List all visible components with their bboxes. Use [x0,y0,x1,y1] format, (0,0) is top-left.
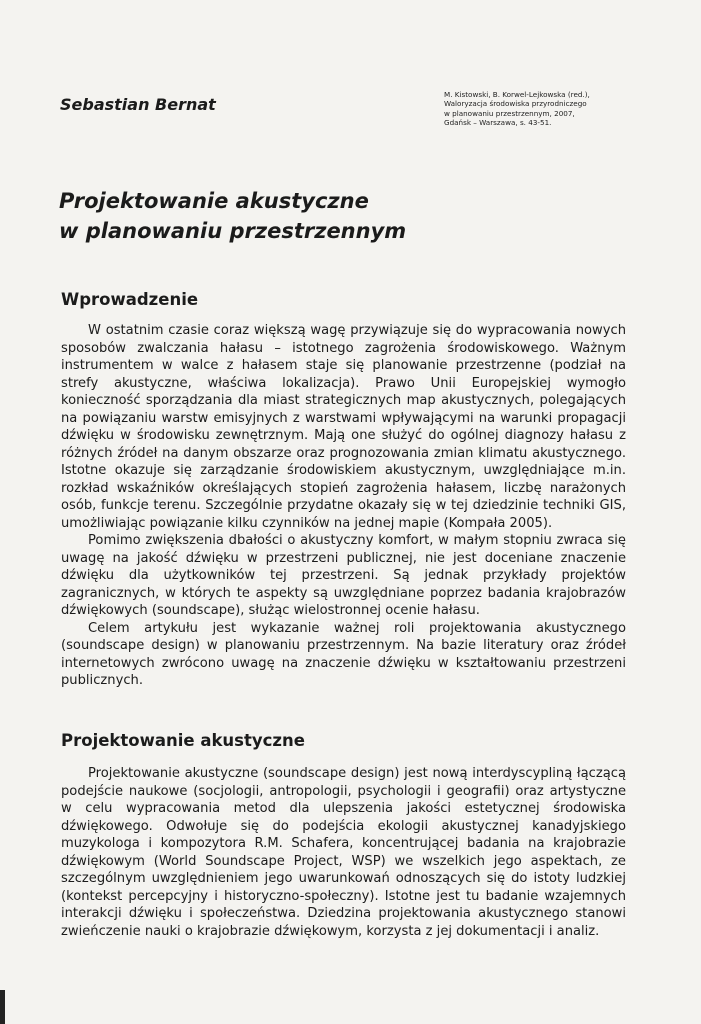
citation-line: M. Kistowski, B. Korwel-Lejkowska (red.), [444,90,590,99]
author-name: Sebastian Bernat [60,95,216,114]
section-body-introduction [61,322,626,690]
article-title [59,186,406,246]
citation-line: w planowaniu przestrzennym, 2007, [444,108,575,118]
section-body-acoustic-design [61,765,626,940]
scan-edge-mark [0,990,5,1024]
body-paragraph: Projektowanie akustyczne (soundscape design) jest nową interdyscypliną łączącą podejście naukowe (socjologii, antropologii, psychologii i geografii) oraz artystyczne w celu wypracowania metod dla ulepszenia jakości estetycznej środowiska dźwiękowego. Odwołuje się do podejścia ekologii akustycznej kanadyjskiego muzykologa i kompozytora R.M. Schafera, koncentrującej badania na krajobrazie dźwiękowym (World Soundscape Project, WSP) we wszelkich jego aspektach, ze szczególnym uwzględnieniem jego uwarunkowań odnoszących się do istoty ludzkiej (kontekst percepcyjny i historyczno-społeczny). Istotne jest tu badanie wzajemnych interakcji dźwięku i społeczeństwa. Dziedzina projektowania akustycznego stanowi zwieńczenie nauki o krajobrazie dźwiękowym, korzysta z jej dokumentacji i analiz. [61,766,626,939]
body-paragraph: Pomimo zwiększenia dbałości o akustyczny komfort, w małym stopniu zwraca się uwagę na jakość dźwięku w przestrzeni publicznej, nie jest doceniane znaczenie dźwięku dla użytkowników tej przestrzeni. Są jednak przykłady projektów zagranicznych, w których te aspekty są uwzględniane poprzez badania krajobrazów dźwiękowych (soundscape), służąc wielostronnej ocenie hałasu. [61,533,626,618]
citation-block [444,90,654,128]
citation-line: Gdańsk – Warszawa, s. 43-51. [444,118,552,128]
citation-line: Waloryzacja środowiska przyrodniczego [444,99,587,109]
body-paragraph: W ostatnim czasie coraz większą wagę przywiązuje się do wypracowania nowych sposobów zwalczania hałasu – istotnego zagrożenia środowiskowego. Ważnym instrumentem w walce z hałasem staje się planowanie przestrzenne (podział na strefy akustyczne, właściwa lokalizacja). Prawo Unii Europejskiej wymogło konieczność sporządzania dla miast strategicznych map akustycznych, polegających na powiązaniu warstw emisyjnych z warstwami wpływającymi na warunki propagacji dźwięku w środowisku zewnętrznym. Mają one służyć do ogólnej diagnozy hałasu z różnych źródeł na danym obszarze oraz prognozowania zmian klimatu akustycznego. Istotne okazuje się zarządzanie środowiskiem akustycznym, uwzględniające m.in. rozkład wskaźników określających stopień zagrożenia hałasem, liczbę narażonych osób, funkcje terenu. Szczególnie przydatne okazały się w tej dziedzinie techniki GIS, umożliwiając powiązanie kilku czynników na jednej mapie (Kompała 2005). [61,323,626,531]
title-line-1: Projektowanie akustyczne [59,189,369,213]
section-heading-acoustic-design: Projektowanie akustyczne [61,731,305,750]
title-line-2: w planowaniu przestrzennym [59,219,407,243]
section-heading-introduction: Wprowadzenie [61,290,199,309]
body-paragraph: Celem artykułu jest wykazanie ważnej roli projektowania akustycznego (soundscape design) w planowaniu przestrzennym. Na bazie literatury oraz źródeł internetowych zwrócono uwagę na znaczenie dźwięku w kształtowaniu przestrzeni publicznych. [61,620,626,688]
